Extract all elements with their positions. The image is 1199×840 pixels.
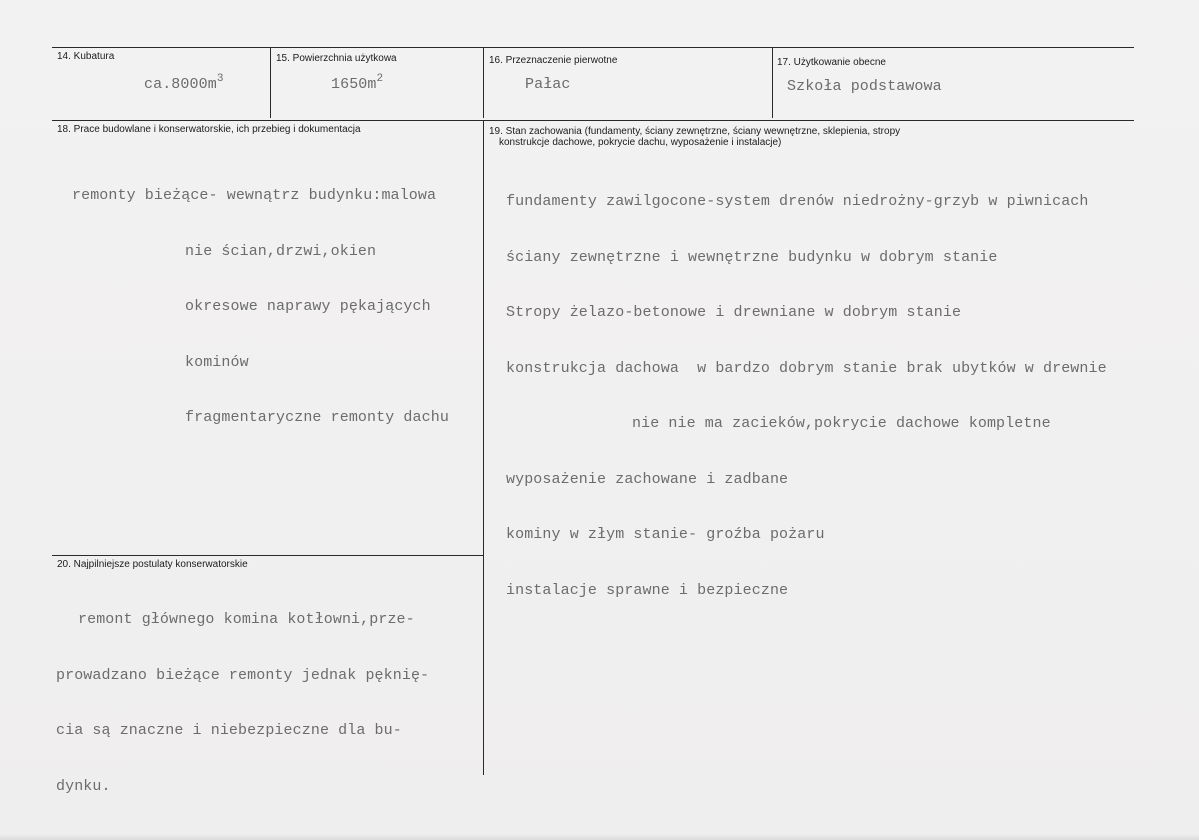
field-19-line: Stropy żelazo-betonowe i drewniane w dobrym stanie: [506, 304, 962, 321]
rule-top-section20: [52, 555, 484, 556]
field-19-line: ściany zewnętrzne i wewnętrzne budynku w dobrym stanie: [506, 248, 998, 266]
rule-divider-15-16: [483, 47, 484, 118]
field-17-label: 17. Użytkowanie obecne: [777, 57, 886, 68]
field-14-value: $ca.8000m^3$: [144, 73, 224, 93]
field-19-label-line2: konstrukcje dachowe, pokrycie dachu, wyposażenie i instalacje): [499, 137, 782, 148]
field-20-line: remont głównego komina kotłowni,prze-: [78, 611, 415, 628]
field-20-line: dynku.: [56, 777, 111, 795]
field-16-label: 16. Przeznaczenie pierwotne: [489, 55, 618, 66]
field-19-line: nie nie ma zacieków,pokrycie dachowe kompletne: [632, 415, 1051, 432]
field-19-label: [489, 126, 900, 148]
field-18-line: remonty bieżące- wewnątrz budynku:malowa: [72, 187, 437, 204]
field-19-line: wyposażenie zachowane i zadbane: [506, 470, 789, 488]
rule-divider-14-15: [270, 47, 271, 118]
card-bottom-edge: [0, 834, 1199, 840]
field-18-line: fragmentaryczne remonty dachu: [185, 409, 449, 426]
rule-divider-main: [483, 120, 484, 775]
field-19-line: instalacje sprawne i bezpieczne: [506, 581, 789, 599]
field-16-value: Pałac: [525, 76, 571, 93]
field-20-line: prowadzano bieżące remonty jednak pęknię-: [56, 666, 430, 684]
field-18-label: 18. Prace budowlane i konserwatorskie, ich przebieg i dokumentacja: [57, 124, 361, 135]
field-18-line: okresowe naprawy pękających: [185, 298, 431, 315]
field-17-value: Szkoła podstawowa: [787, 78, 942, 95]
field-14-label: 14. Kubatura: [57, 51, 115, 62]
field-18-line: kominów: [185, 353, 249, 371]
field-19-line: kominy w złym stanie- groźba pożaru: [506, 526, 825, 543]
rule-top-row2: [52, 120, 1134, 121]
field-18-line: nie ścian,drzwi,okien: [185, 242, 377, 260]
field-19-label-line1: 19. Stan zachowania (fundamenty, ściany zewnętrzne, ściany wewnętrzne, sklepienia, stropy: [489, 126, 901, 137]
field-15-label: 15. Powierzchnia użytkowa: [276, 53, 397, 64]
rule-divider-16-17: [772, 47, 773, 118]
field-15-value: $1650m^2$: [331, 73, 384, 93]
rule-top-row1: [52, 47, 1134, 48]
field-19-text: [506, 156, 1166, 637]
field-18-text: [72, 150, 449, 465]
field-20-text: [56, 574, 429, 833]
field-20-label: 20. Najpilniejsze postulaty konserwatorskie: [57, 559, 248, 570]
field-19-line: konstrukcja dachowa w bardzo dobrym stanie brak ubytków w drewnie: [506, 359, 1107, 377]
field-20-line: cia są znaczne i niebezpieczne dla bu-: [56, 722, 402, 739]
field-19-line: fundamenty zawilgocone-system drenów niedrożny-grzyb w piwnicach: [506, 193, 1089, 210]
